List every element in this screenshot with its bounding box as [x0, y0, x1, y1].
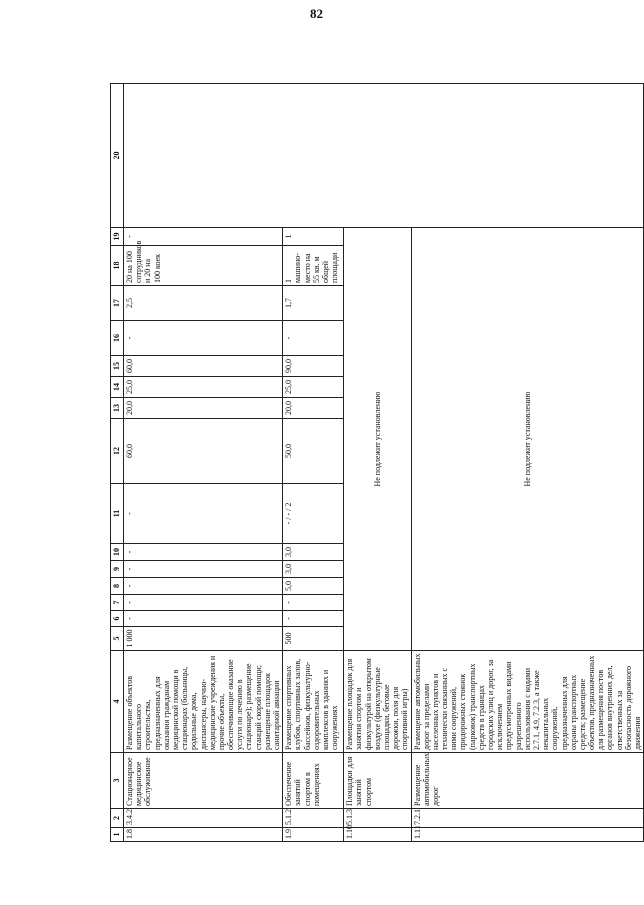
row-number: 1.11: [411, 828, 644, 842]
table-cell: 500: [283, 627, 344, 651]
table-cell: 3,0: [283, 544, 344, 561]
table-cell: 60,0: [124, 356, 283, 377]
header-cell: 6: [111, 611, 124, 627]
use-description: Размещение объектов капитального строительства, предназначенных для оказания гражданам медицинской помощи в стационарах (больницы, родильные дома, диспансеры, научно-медицинские учреждения и прочие объекты, обеспечивающие оказание услуги по лечению в стационаре); размещение станций скорой помощи; размещение площадок санитарной авиации: [124, 651, 283, 753]
use-code: 7.2.1: [411, 809, 644, 828]
use-code: 5.1.3: [344, 809, 411, 828]
empty-cell: [124, 84, 644, 228]
table-cell: -: [124, 228, 283, 246]
use-code: 3.4.2: [124, 809, 283, 828]
header-cell: 14: [111, 377, 124, 398]
header-row: [111, 84, 124, 842]
parking-norm: 20 на 100 сотрудников и 20 на 100 коек: [124, 246, 283, 286]
header-cell: 11: [111, 484, 124, 544]
table-cell: 90,0: [283, 356, 344, 377]
header-cell: 4: [111, 651, 124, 753]
table-row: [124, 84, 283, 842]
header-cell: 20: [111, 84, 124, 228]
header-cell: 2: [111, 809, 124, 828]
use-description: Размещение автомобильных дорог за пределами населенных пунктов и технически связанных с ними сооружений, придорожных стоянок (парковок) транспортных средств в границах городских улиц и дорог, за исключением предусмотренных видами разрешенного использования с кодами 2.7.1, 4.9, 7.2.3, а также некапитальных сооружений, предназначенных для охраны транспортных средств; размещение объектов, предназначенных для размещения постов органов внутренних дел, ответственных за безопасность дорожного движения: [411, 651, 644, 753]
parking-norm: 1 машино-место на 55 кв. м общей площади: [283, 246, 344, 286]
header-cell: 1: [111, 828, 124, 842]
page-number: 82: [310, 6, 323, 21]
use-description: Размещение площадок для занятия спортом и физкультурой на открытом воздухе (физкультурные площадки, беговые дорожки, поля для спортивной игры): [344, 651, 411, 753]
row-number: 1.8: [124, 828, 283, 842]
row-number: 1.10: [344, 828, 411, 842]
header-cell: 5: [111, 627, 124, 651]
use-name: Площадки для занятий спортом: [344, 753, 411, 809]
table-cell: 2,5: [124, 286, 283, 321]
table-cell: -: [124, 561, 283, 578]
header-cell: 12: [111, 419, 124, 484]
header-cell: 9: [111, 561, 124, 578]
header-cell: 10: [111, 544, 124, 561]
use-name: Стационарное медицинское обслуживание: [124, 753, 283, 809]
table-cell: 60,0: [124, 419, 283, 484]
table-cell: -: [283, 321, 344, 356]
table-cell: 25,0: [283, 377, 344, 398]
table-cell: -: [124, 484, 283, 544]
header-cell: 18: [111, 246, 124, 286]
table-cell: -: [124, 321, 283, 356]
table-cell: 50,0: [283, 419, 344, 484]
table-cell: 1 000: [124, 627, 283, 651]
table-cell: 1,7: [283, 286, 344, 321]
table-cell: -: [124, 578, 283, 595]
use-code: 5.1.2: [283, 809, 344, 828]
use-name: Размещение автомобильных дорог: [411, 753, 644, 809]
table-cell: -: [283, 611, 344, 627]
header-cell: 3: [111, 753, 124, 809]
table-cell: -: [124, 595, 283, 611]
table-cell: 1: [283, 228, 344, 246]
table-cell: -: [124, 544, 283, 561]
table-cell: 5,0: [283, 578, 344, 595]
header-cell: 8: [111, 578, 124, 595]
header-cell: 19: [111, 228, 124, 246]
table-cell: 3,0: [283, 561, 344, 578]
table-cell: 20,0: [283, 398, 344, 419]
header-cell: 13: [111, 398, 124, 419]
rotated-table-container: [110, 88, 642, 842]
table-cell: 20,0: [124, 398, 283, 419]
row-number: 1.9: [283, 828, 344, 842]
header-cell: 7: [111, 595, 124, 611]
table-cell: 25,0: [124, 377, 283, 398]
not-established-note: Не подлежит установлению: [411, 228, 644, 651]
use-description: Размещение спортивных клубов, спортивных залов, бассейнов, физкультурно-оздоровительных комплексов в зданиях и сооружениях: [283, 651, 344, 753]
not-established-note: Не подлежит установлению: [344, 228, 411, 651]
use-name: Обеспечение занятий спортом в помещениях: [283, 753, 344, 809]
table-cell: - / - / 2: [283, 484, 344, 544]
table-cell: -: [283, 595, 344, 611]
header-cell: 15: [111, 356, 124, 377]
regulations-table: [110, 83, 644, 842]
header-cell: 17: [111, 286, 124, 321]
header-cell: 16: [111, 321, 124, 356]
table-cell: -: [124, 611, 283, 627]
